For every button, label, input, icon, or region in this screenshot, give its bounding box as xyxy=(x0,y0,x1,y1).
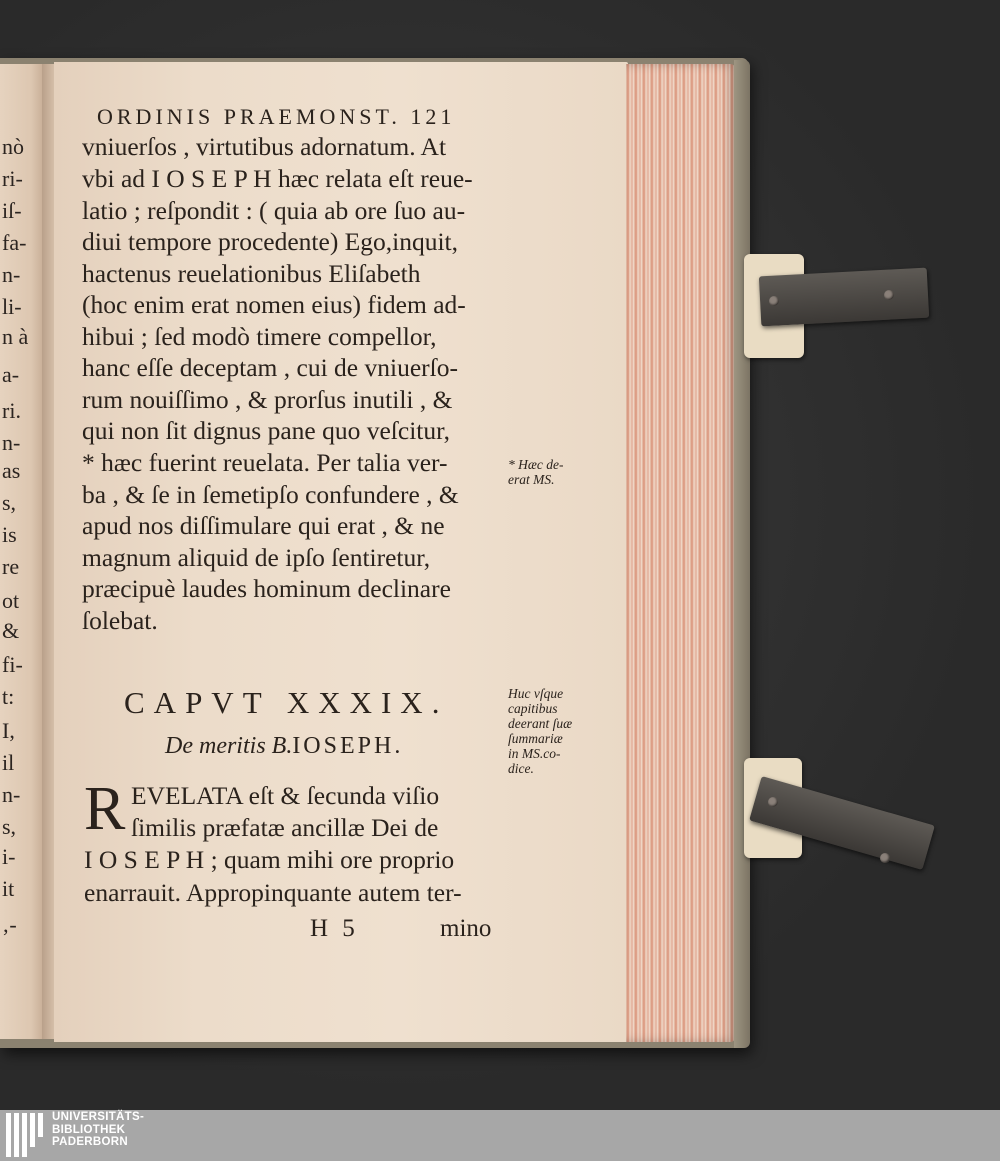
library-logo-icon xyxy=(6,1113,46,1157)
body-line: præcipuè laudes hominum declinare xyxy=(82,574,451,603)
chapter-line: enarrauit. Appropinquante autem ter- xyxy=(84,878,462,907)
left-page-fragment: ot xyxy=(2,588,20,613)
left-page-fragment: fi- xyxy=(2,652,23,677)
body-line: ſolebat. xyxy=(82,606,158,635)
left-page-fragment: il xyxy=(2,750,15,775)
left-page-fragment: n- xyxy=(2,782,21,807)
left-page-fragment: fa- xyxy=(2,230,27,255)
margin-note-haec-deerat: * Hæc de- erat MS. xyxy=(508,457,564,487)
chapter-line: ſimilis præfatæ ancillæ Dei de xyxy=(131,813,439,842)
left-page-fragment: iſ- xyxy=(2,198,22,223)
left-page-fragment: n à xyxy=(2,324,29,349)
body-line: vniuerſos , virtutibus adornatum. At xyxy=(82,132,447,161)
left-page-fragment: t: xyxy=(2,684,15,709)
left-page-fragment: re xyxy=(2,554,20,579)
logo-line-1: UNIVERSITÄTS- xyxy=(52,1111,145,1123)
body-line: (hoc enim erat nomen eius) fidem ad- xyxy=(82,290,466,319)
page-edges xyxy=(626,64,736,1042)
left-page-fragment: it xyxy=(2,876,15,901)
library-logo-text xyxy=(52,1111,144,1149)
left-page-fragment: I, xyxy=(2,718,15,743)
body-line: rum nouiſſimo , & prorſus inutili , & xyxy=(82,385,453,414)
chapter-subtitle xyxy=(165,733,403,760)
body-line: apud nos diſſimulare qui erat , & ne xyxy=(82,511,445,540)
left-page-edge xyxy=(0,64,44,1039)
body-line: qui non ſit dignus pane quo veſcitur, xyxy=(82,416,450,445)
body-line: hanc eſſe deceptam , cui de vniuerſo- xyxy=(82,353,458,382)
body-line: magnum aliquid de ipſo ſentiretur, xyxy=(82,543,431,572)
signature-mark: H 5 xyxy=(310,915,359,942)
left-page-fragment: ‚- xyxy=(2,912,17,937)
left-page-fragment: as xyxy=(2,458,21,483)
left-page-fragment: i- xyxy=(2,844,16,869)
left-page-fragment: ri. xyxy=(2,398,21,423)
left-page-fragment: a- xyxy=(2,362,20,387)
lower-clasp-rivet-right xyxy=(880,853,890,863)
body-line: diui tempore procedente) Ego,inquit, xyxy=(82,227,459,256)
catchword: mino xyxy=(440,915,492,942)
logo-line-2: BIBLIOTHEK xyxy=(52,1123,126,1136)
left-page-fragment: & xyxy=(2,618,20,643)
left-page-fragment: s, xyxy=(2,814,17,839)
body-line: * hæc fuerint reuelata. Per talia ver- xyxy=(82,448,448,477)
subtitle-name: IOSEPH. xyxy=(292,733,404,759)
upper-clasp-rivet-left xyxy=(769,296,779,306)
upper-clasp-strap xyxy=(759,268,929,327)
left-page-fragment: ri- xyxy=(2,166,23,191)
body-line: latio ; reſpondit : ( quia ab ore ſuo au- xyxy=(82,196,466,225)
logo-line-3: PADERBORN xyxy=(52,1136,128,1148)
chapter-line: I O S E P H ; quam mihi ore proprio xyxy=(84,845,455,874)
left-page-fragment: is xyxy=(2,522,17,547)
footer-bar xyxy=(0,1110,1000,1161)
left-page-fragment: n- xyxy=(2,262,21,287)
body-line: hactenus reuelationibus Eliſabeth xyxy=(82,259,421,288)
cover-edge xyxy=(734,60,750,1048)
lower-clasp-rivet-left xyxy=(768,797,778,807)
body-line: hibui ; ſed modò timere compellor, xyxy=(82,322,437,351)
body-line: ba , & ſe in ſemetipſo confundere , & xyxy=(82,480,459,509)
left-page-fragment: nò xyxy=(2,134,24,159)
drop-cap: R xyxy=(84,775,126,843)
chapter-line: EVELATA eſt & ſecunda viſio xyxy=(131,781,440,810)
running-head: ORDINIS PRAEMONST. 121 xyxy=(97,104,456,129)
margin-note-huc-vsque: Huc vſque capitibus deerant ſuæ ſummariæ in MS.co- dice. xyxy=(508,686,573,776)
subtitle-italic: De meritis B. xyxy=(165,733,293,759)
chapter-title: CAPVT XXXIX. xyxy=(124,685,449,720)
left-page-fragment: li- xyxy=(2,294,22,319)
left-page-fragment: s, xyxy=(2,490,17,515)
body-line: vbi ad I O S E P H hæc relata eſt reue- xyxy=(82,164,473,193)
left-page-fragment: n- xyxy=(2,430,21,455)
upper-clasp-rivet-right xyxy=(884,290,894,300)
